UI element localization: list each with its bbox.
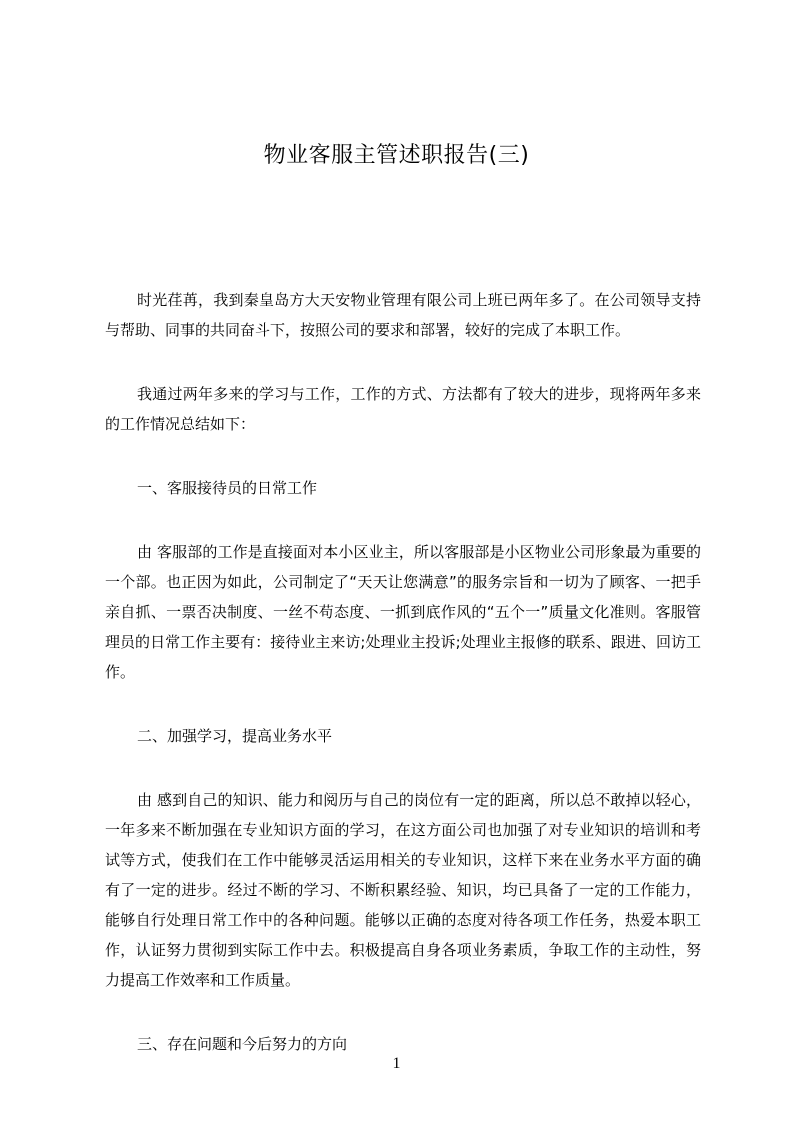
page-number: 1 <box>392 1055 401 1072</box>
section-3-heading: 三、存在问题和今后努力的方向 <box>137 1035 348 1053</box>
intro-paragraph-1: 时光荏苒，我到秦皇岛方大天安物业管理有限公司上班已两年多了。在公司领导支持与帮助、同事的共同奋斗下，按照公司的要求和部署，较好的完成了本职工作。 <box>105 291 701 339</box>
section-2-paragraph: 由 感到自己的知识、能力和阅历与自己的岗位有一定的距离，所以总不敢掉以轻心，一年多来不断加强在专业知识方面的学习，在这方面公司也加强了对专业知识的培训和考试等方式，使我们在工作中能够灵活运用相关的专业知识，这样下来在业务水平方面的确有了一定的进步。经过不断的学习、不断积累经验、知识，均已具备了一定的工作能力，能够自行处理日常工作中的各种问题。能够以正确的态度对待各项工作任务，热爱本职工作，认证努力贯彻到实际工作中去。积极提高自身各项业务素质，争取工作的主动性，努力提高工作效率和工作质量。 <box>105 791 701 989</box>
intro-paragraph-2: 我通过两年多来的学习与工作，工作的方式、方法都有了较大的进步，现将两年多来的工作情况总结如下： <box>105 385 701 433</box>
document-body <box>105 285 701 1093</box>
document-title: 物业客服主管述职报告(三) <box>263 143 530 168</box>
section-1-heading: 一、客服接待员的日常工作 <box>137 479 318 497</box>
section-2-heading: 二、加强学习，提高业务水平 <box>137 727 333 745</box>
section-1-paragraph: 由 客服部的工作是直接面对本小区业主，所以客服部是小区物业公司形象最为重要的一个部。也正因为如此，公司制定了“天天让您满意”的服务宗旨和一切为了顾客、一把手亲自抓、一票否决制度、一丝不苟态度、一抓到底作风的“五个一”质量文化准则。客服管理员的日常工作主要有：接待业主来访;处理业主投诉;处理业主报修的联系、跟进、回访工作。 <box>105 543 701 681</box>
